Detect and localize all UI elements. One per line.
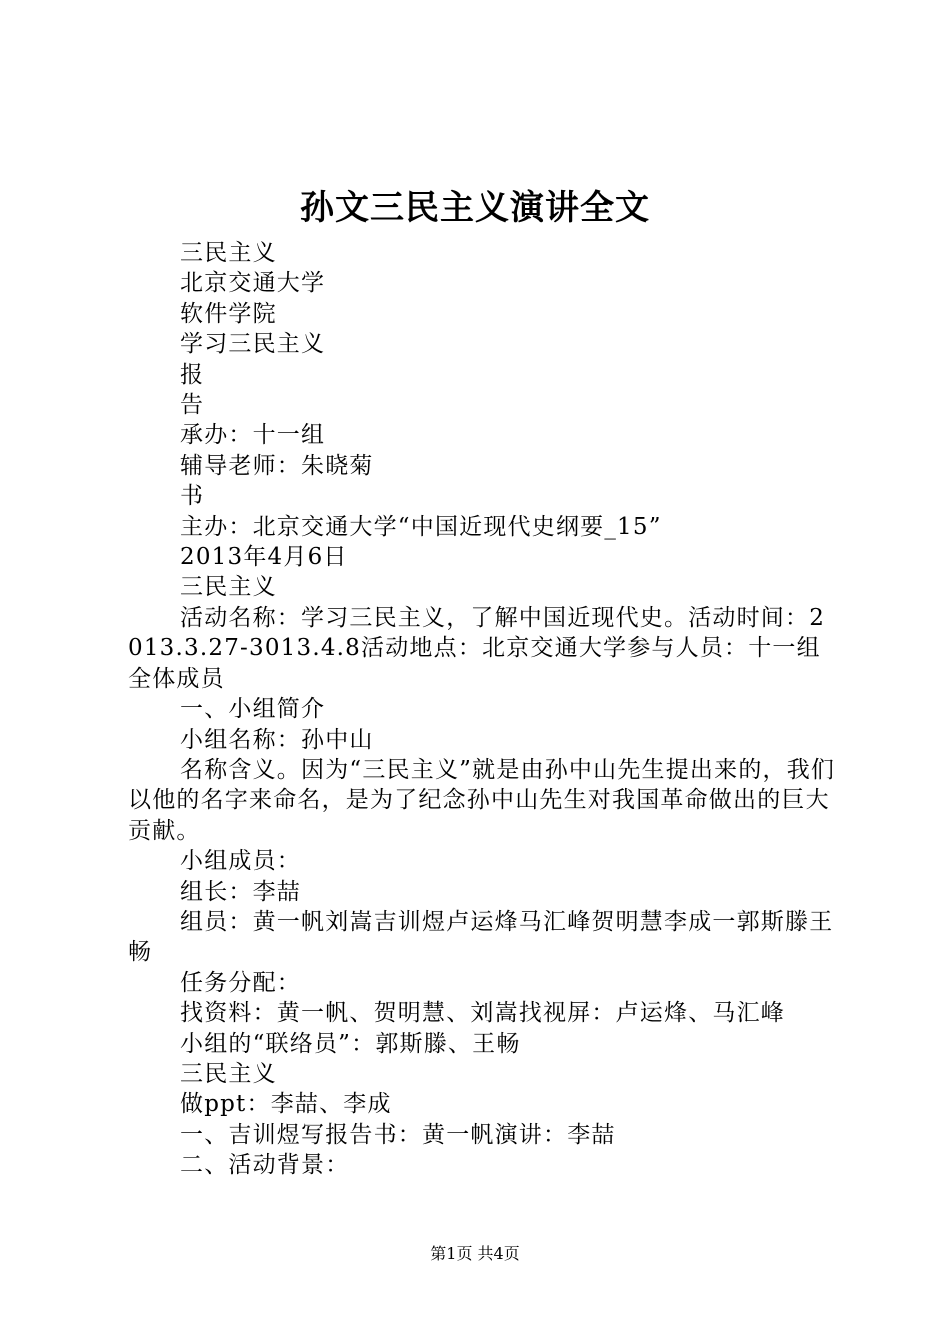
page-footer: 第1页 共4页: [430, 1244, 520, 1263]
paragraph: 做ppt：李喆、李成: [180, 1091, 392, 1118]
paragraph: 三民主义: [180, 574, 277, 601]
paragraph: 三民主义: [180, 240, 277, 266]
paragraph: 书: [180, 483, 205, 510]
paragraph: 名称含义。因为“三民主义”就是由孙中山先生提出来的，我们以他的名字来命名，是为了纪念孙中山先生对我国革命做出的巨大贡献。: [128, 756, 836, 844]
paragraph: 小组成员：: [180, 848, 301, 875]
paragraph: 任务分配：: [180, 969, 301, 996]
paragraph: 报: [180, 361, 205, 388]
paragraph: 小组的“联络员”：郭斯滕、王畅: [180, 1030, 521, 1057]
paragraph: 小组名称：孙中山: [180, 726, 374, 753]
paragraph: 三民主义: [180, 1060, 277, 1087]
paragraph: 主办：北京交通大学“中国近现代史纲要_15”: [180, 513, 662, 540]
paragraph: 组长：李喆: [180, 878, 301, 905]
paragraph: 找资料：黄一帆、贺明慧、刘嵩找视屏：卢运烽、马汇峰: [180, 1000, 785, 1027]
paragraph: 软件学院: [180, 300, 277, 327]
paragraph: 北京交通大学: [180, 270, 326, 297]
paragraph: 二、活动背景：: [180, 1152, 350, 1179]
paragraph: 一、吉训煜写报告书：黄一帆演讲：李喆: [180, 1121, 616, 1148]
paragraph: 告: [180, 392, 205, 419]
paragraph: 活动名称：学习三民主义，了解中国近现代史。活动时间：2013.3.27-3013.4.8活动地点：北京交通大学参与人员：十一组全体成员: [128, 604, 826, 692]
paragraph: 学习三民主义: [180, 331, 326, 358]
document-body: [128, 238, 840, 1181]
paragraph: 承办：十一组: [180, 422, 326, 449]
paragraph: 组员：黄一帆刘嵩吉训煜卢运烽马汇峰贺明慧李成一郭斯滕王畅: [128, 908, 834, 966]
paragraph: 辅导老师：朱晓菊: [180, 452, 374, 479]
paragraph: 一、小组简介: [180, 696, 326, 723]
paragraph: 2013年4月6日: [180, 544, 348, 571]
document-title: 孙文三民主义演讲全文: [300, 188, 650, 228]
